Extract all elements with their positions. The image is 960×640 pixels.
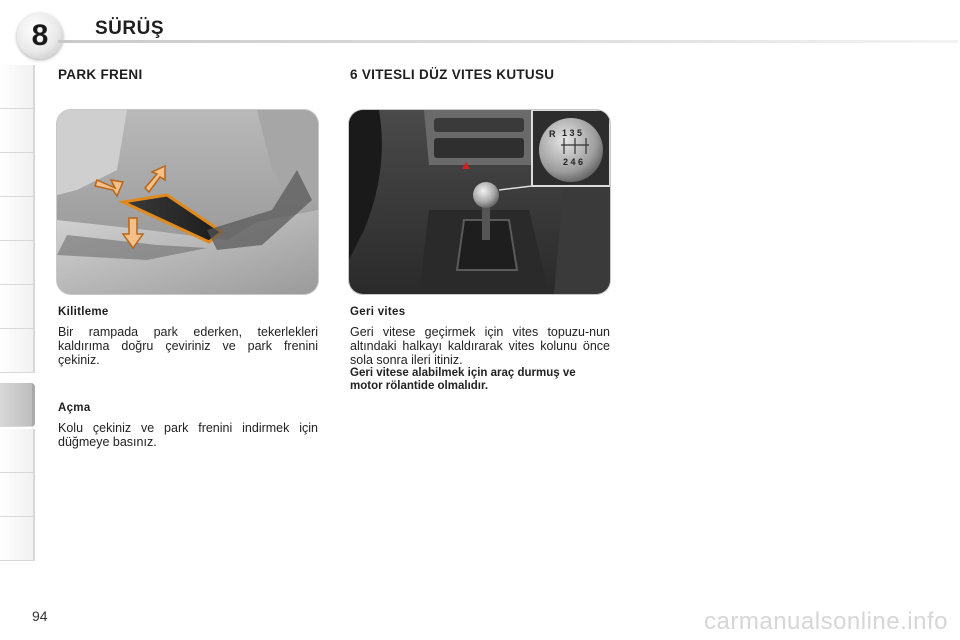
- chapter-badge: [17, 13, 63, 59]
- section-title-parking-brake: PARK FRENI: [58, 67, 143, 82]
- chapter-tab[interactable]: [0, 109, 35, 153]
- svg-text:2 4 6: 2 4 6: [563, 157, 584, 167]
- page-number: 94: [32, 608, 48, 624]
- chapter-tab[interactable]: [0, 65, 35, 109]
- chapter-tab[interactable]: [0, 429, 35, 473]
- svg-text:1 3 5: 1 3 5: [562, 128, 583, 138]
- watermark: carmanualsonline.info: [704, 608, 948, 635]
- chapter-tab[interactable]: [0, 517, 35, 561]
- parking-brake-photo: [57, 110, 318, 294]
- chapter-tab[interactable]: [0, 241, 35, 285]
- chapter-tab-active[interactable]: [0, 383, 35, 427]
- heading-release: Açma: [58, 402, 91, 414]
- chapter-tabs: [0, 65, 34, 575]
- chapter-tab[interactable]: [0, 153, 35, 197]
- paragraph-release: Kolu çekiniz ve park frenini indirmek için düğmeye basınız.: [58, 421, 318, 449]
- svg-text:R: R: [549, 129, 556, 139]
- chapter-number: 8: [31, 19, 49, 52]
- section-title-gearbox: 6 VITESLI DÜZ VITES KUTUSU: [350, 67, 555, 82]
- chapter-tab[interactable]: [0, 473, 35, 517]
- header-divider: [58, 40, 958, 43]
- chapter-tab[interactable]: [0, 329, 35, 373]
- heading-lock: Kilitleme: [58, 306, 109, 318]
- gearbox-photo: [349, 110, 610, 294]
- chapter-title: SÜRÜŞ: [95, 18, 165, 39]
- parking-brake-illustration: [57, 110, 318, 294]
- warning-reverse: Geri vitese alabilmek için araç durmuş ve motor rölantide olmalıdır.: [350, 367, 576, 392]
- paragraph-reverse: Geri vitese geçirmek için vites topuzu-nun altındaki halkayı kaldırarak vites kolunu önce sola sonra ileri itiniz.: [350, 325, 610, 367]
- chapter-tab[interactable]: [0, 285, 35, 329]
- heading-reverse: Geri vites: [350, 306, 406, 318]
- paragraph-lock: Bir rampada park ederken, tekerlekleri kaldırıma doğru çeviriniz ve park frenini çekiniz.: [58, 325, 318, 367]
- chapter-tab[interactable]: [0, 197, 35, 241]
- gearbox-illustration: [349, 110, 610, 294]
